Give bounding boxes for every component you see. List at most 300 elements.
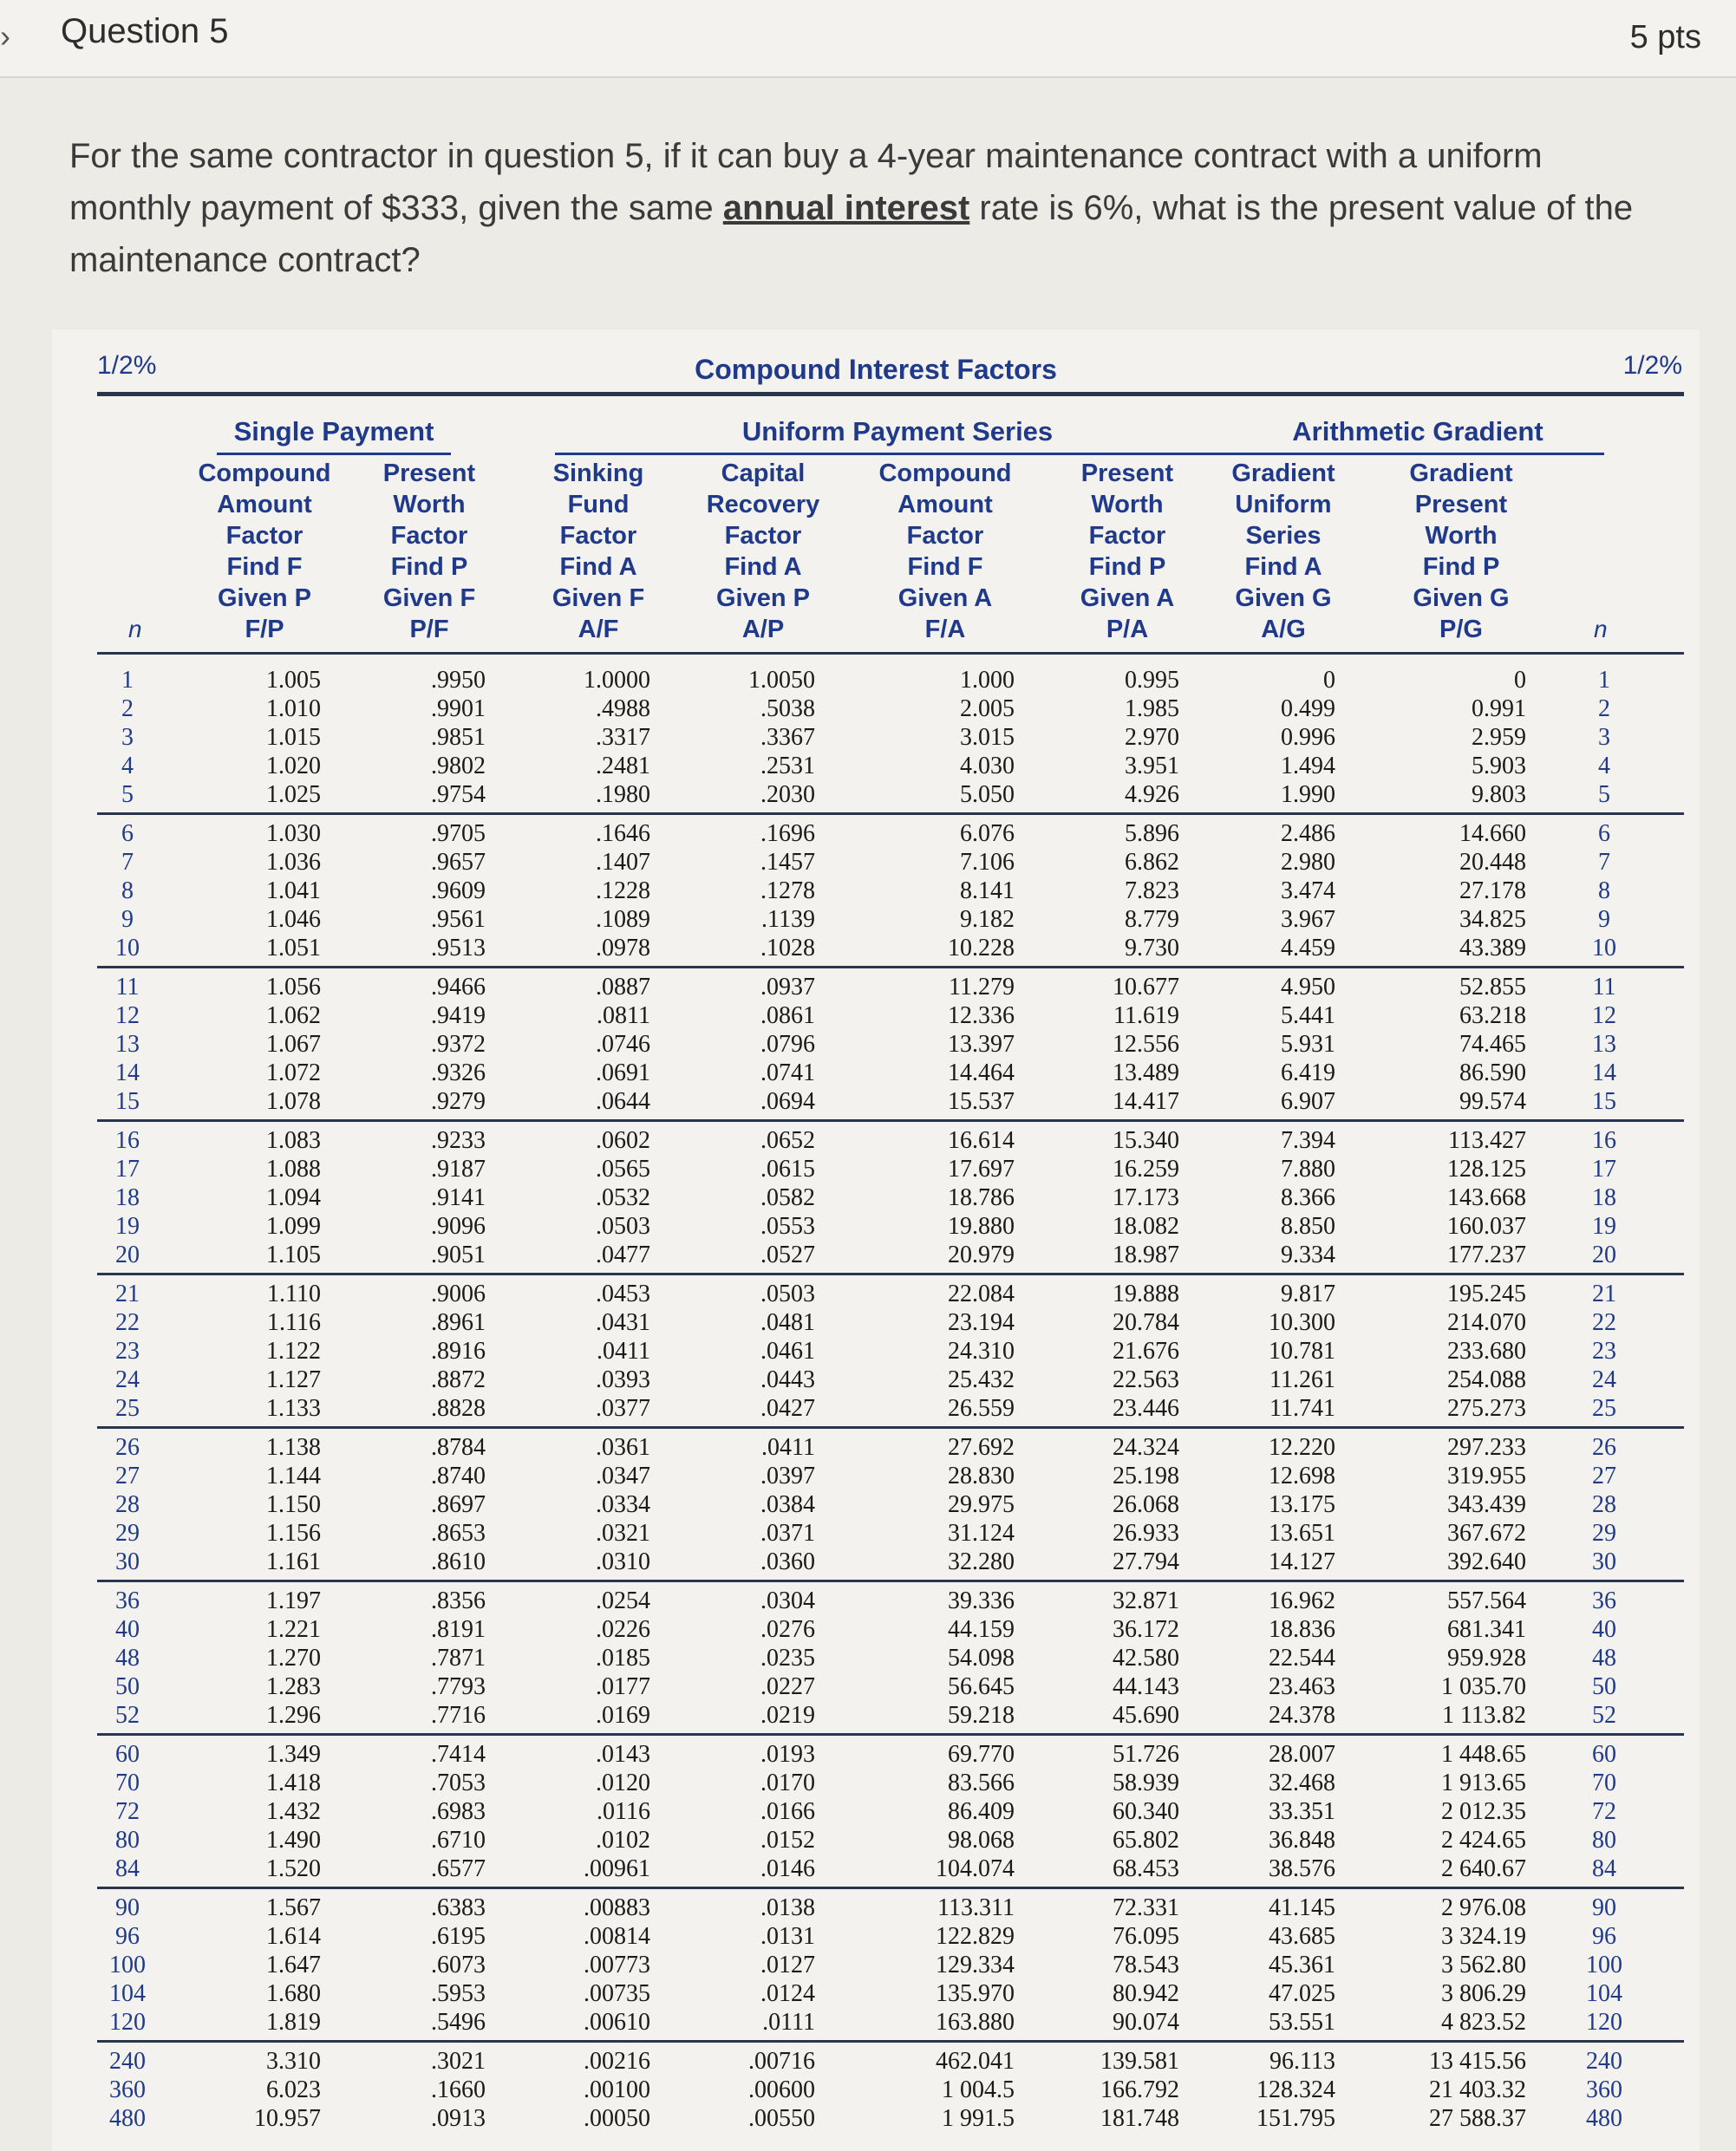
- question-emphasis: annual interest: [722, 189, 970, 227]
- pg-cell: 343.439: [1447, 1491, 1526, 1518]
- fp-cell: 1.078: [266, 1088, 321, 1115]
- ap-cell: .5038: [760, 695, 815, 722]
- n-cell-right: 90: [1592, 1894, 1616, 1921]
- ap-cell: .0553: [760, 1213, 815, 1240]
- fa-cell: 39.336: [948, 1587, 1015, 1614]
- n-cell-left: 480: [109, 2105, 146, 2132]
- ap-cell: .0615: [760, 1156, 815, 1183]
- ap-cell: .0127: [760, 1952, 815, 1978]
- fp-cell: 1.122: [266, 1338, 321, 1365]
- block-rule: [97, 1580, 1684, 1582]
- n-cell-right: 360: [1586, 2076, 1622, 2103]
- af-cell: .1089: [596, 906, 650, 933]
- pf-cell: .8740: [431, 1463, 486, 1489]
- pf-cell: .9705: [431, 820, 486, 847]
- ap-cell: .0124: [760, 1980, 815, 2007]
- ag-cell: 0.499: [1281, 695, 1335, 722]
- pg-cell: 297.233: [1447, 1434, 1526, 1461]
- af-cell: .0393: [596, 1366, 650, 1393]
- af-cell: .00961: [584, 1855, 650, 1882]
- rate-label-left: 1/2%: [97, 351, 157, 380]
- pa-cell: 26.068: [1113, 1491, 1179, 1518]
- fa-cell: 31.124: [948, 1520, 1015, 1547]
- n-cell-left: 1: [121, 667, 134, 694]
- af-cell: .0334: [596, 1491, 650, 1518]
- n-cell-left: 48: [115, 1645, 140, 1672]
- fp-cell: 1.015: [266, 724, 321, 751]
- pa-cell: 19.888: [1113, 1281, 1179, 1307]
- pg-cell: 143.668: [1447, 1184, 1526, 1211]
- ag-cell: 5.441: [1281, 1002, 1335, 1029]
- group-line: [555, 453, 1240, 455]
- ap-cell: .2030: [760, 781, 815, 808]
- question-title: Question 5: [61, 12, 229, 50]
- compound-interest-table: [52, 329, 1700, 2151]
- ag-cell: 36.848: [1269, 1827, 1335, 1854]
- pg-cell: 319.955: [1447, 1463, 1526, 1489]
- n-cell-right: 36: [1592, 1587, 1616, 1614]
- ag-cell: 1.494: [1281, 753, 1335, 779]
- ag-cell: 9.334: [1281, 1242, 1335, 1268]
- pf-cell: .6710: [431, 1827, 486, 1854]
- pf-cell: .8610: [431, 1548, 486, 1575]
- pf-cell: .8356: [431, 1587, 486, 1614]
- ag-cell: 7.880: [1281, 1156, 1335, 1183]
- n-cell-right: 10: [1592, 935, 1616, 961]
- n-cell-left: 5: [121, 781, 134, 808]
- group-uniform-series: Uniform Payment Series: [741, 416, 1054, 446]
- ag-cell: 1.990: [1281, 781, 1335, 808]
- fa-cell: 12.336: [948, 1002, 1015, 1029]
- ap-cell: .0146: [760, 1855, 815, 1882]
- af-cell: .1228: [596, 877, 650, 904]
- pf-cell: .1660: [431, 2076, 486, 2103]
- af-cell: .0361: [596, 1434, 650, 1461]
- ap-cell: .0461: [760, 1338, 815, 1365]
- pf-cell: .9609: [431, 877, 486, 904]
- ag-cell: 3.474: [1281, 877, 1335, 904]
- pa-cell: 0.995: [1125, 667, 1179, 694]
- fa-cell: 26.559: [948, 1395, 1015, 1422]
- af-cell: .0116: [597, 1798, 650, 1825]
- fp-cell: 1.116: [267, 1309, 321, 1336]
- n-cell-right: 1: [1598, 667, 1610, 694]
- pa-cell: 72.331: [1113, 1894, 1179, 1921]
- ap-cell: .0427: [760, 1395, 815, 1422]
- n-cell-left: 50: [115, 1673, 140, 1700]
- n-cell-left: 17: [115, 1156, 140, 1183]
- fa-cell: 3.015: [960, 724, 1015, 751]
- fa-cell: 4.030: [960, 753, 1015, 779]
- n-cell-right: 6: [1598, 820, 1610, 847]
- pa-cell: 22.563: [1113, 1366, 1179, 1393]
- col-head-ag: Gradient Uniform Series Find A Given G A/G: [1231, 460, 1335, 643]
- ag-cell: 6.907: [1281, 1088, 1335, 1115]
- pa-cell: 65.802: [1113, 1827, 1179, 1854]
- pf-cell: .9141: [431, 1184, 486, 1211]
- col-head-ap: Capital Recovery Factor Find A Given P A/P: [706, 460, 820, 643]
- ag-cell: 151.795: [1256, 2105, 1335, 2132]
- af-cell: .0226: [596, 1616, 650, 1643]
- ag-cell: 45.361: [1269, 1952, 1335, 1978]
- pg-cell: 52.855: [1459, 974, 1526, 1001]
- pf-cell: .7053: [431, 1770, 486, 1796]
- ag-cell: 7.394: [1281, 1127, 1335, 1154]
- pg-cell: 5.903: [1472, 753, 1526, 779]
- fa-cell: 11.279: [949, 974, 1015, 1001]
- fa-cell: 83.566: [948, 1770, 1015, 1796]
- pg-cell: 3 562.80: [1441, 1952, 1526, 1978]
- pa-cell: 68.453: [1113, 1855, 1179, 1882]
- n-cell-left: 25: [115, 1395, 140, 1422]
- question-header: [0, 0, 1736, 78]
- pf-cell: .6983: [431, 1798, 486, 1825]
- fp-cell: 1.094: [266, 1184, 321, 1211]
- top-rule: [97, 392, 1684, 396]
- n-cell-right: 2: [1598, 695, 1610, 722]
- pg-cell: 27.178: [1459, 877, 1526, 904]
- pa-cell: 42.580: [1113, 1645, 1179, 1672]
- n-cell-left: 26: [115, 1434, 140, 1461]
- fa-cell: 56.645: [948, 1673, 1015, 1700]
- pa-cell: 17.173: [1113, 1184, 1179, 1211]
- pg-cell: 99.574: [1459, 1088, 1526, 1115]
- ap-cell: .3367: [760, 724, 815, 751]
- n-cell-right: 8: [1598, 877, 1610, 904]
- af-cell: .00883: [584, 1894, 650, 1921]
- pf-cell: .7793: [431, 1673, 486, 1700]
- n-cell-left: 23: [115, 1338, 140, 1365]
- fp-cell: 1.127: [266, 1366, 321, 1393]
- ag-cell: 4.950: [1281, 974, 1335, 1001]
- fp-cell: 1.221: [266, 1616, 321, 1643]
- ag-cell: 2.980: [1281, 849, 1335, 876]
- n-cell-right: 20: [1592, 1242, 1616, 1268]
- pf-cell: .6383: [431, 1894, 486, 1921]
- n-cell-right: 80: [1592, 1827, 1616, 1854]
- pa-cell: 58.939: [1113, 1770, 1179, 1796]
- n-cell-right: 22: [1592, 1309, 1616, 1336]
- pa-cell: 11.619: [1113, 1002, 1179, 1029]
- pa-cell: 32.871: [1113, 1587, 1179, 1614]
- ap-cell: .0861: [760, 1002, 815, 1029]
- block-rule: [97, 966, 1684, 968]
- pf-cell: .9187: [431, 1156, 486, 1183]
- pf-cell: .9561: [431, 906, 486, 933]
- af-cell: .0102: [596, 1827, 650, 1854]
- pa-cell: 6.862: [1125, 849, 1179, 876]
- pf-cell: .8697: [431, 1491, 486, 1518]
- n-cell-left: 16: [115, 1127, 140, 1154]
- n-cell-left: 15: [115, 1088, 140, 1115]
- n-cell-right: 4: [1598, 753, 1610, 779]
- fa-cell: 14.464: [948, 1059, 1015, 1086]
- n-cell-right: 26: [1592, 1434, 1616, 1461]
- n-cell-right: 24: [1592, 1366, 1616, 1393]
- fa-cell: 44.159: [948, 1616, 1015, 1643]
- pf-cell: .9657: [431, 849, 486, 876]
- af-cell: .00100: [584, 2076, 650, 2103]
- pg-cell: 34.825: [1459, 906, 1526, 933]
- pg-cell: 4 823.52: [1441, 2009, 1526, 2036]
- n-cell-right: 9: [1598, 906, 1610, 933]
- pf-cell: .7716: [431, 1702, 486, 1729]
- fp-cell: 1.156: [266, 1520, 321, 1547]
- af-cell: .0811: [597, 1002, 650, 1029]
- af-cell: .0644: [596, 1088, 650, 1115]
- n-cell-left: 28: [115, 1491, 140, 1518]
- pf-cell: .6577: [431, 1855, 486, 1882]
- pa-cell: 181.748: [1100, 2105, 1179, 2132]
- ag-cell: 13.175: [1269, 1491, 1335, 1518]
- pa-cell: 7.823: [1125, 877, 1179, 904]
- pg-cell: 254.088: [1447, 1366, 1526, 1393]
- fa-cell: 122.829: [936, 1923, 1015, 1950]
- pg-cell: 214.070: [1447, 1309, 1526, 1336]
- pa-cell: 24.324: [1113, 1434, 1179, 1461]
- fa-cell: 6.076: [960, 820, 1015, 847]
- pg-cell: 128.125: [1447, 1156, 1526, 1183]
- question-text-before: For the same contractor in question 5, if it can buy a 4-year maintenance contract with a uniform monthly payment of $333, given the same: [69, 137, 1543, 227]
- n-cell-right: 120: [1586, 2009, 1622, 2036]
- n-cell-left: 3: [121, 724, 134, 751]
- af-cell: .0411: [597, 1338, 650, 1365]
- question-points: 5 pts: [1629, 19, 1701, 55]
- n-cell-left: 8: [121, 877, 134, 904]
- pa-cell: 90.074: [1113, 2009, 1179, 2036]
- ap-cell: .0397: [760, 1463, 815, 1489]
- fa-cell: 8.141: [960, 877, 1015, 904]
- ag-cell: 24.378: [1269, 1702, 1335, 1729]
- fp-cell: 1.490: [266, 1827, 321, 1854]
- pa-cell: 16.259: [1113, 1156, 1179, 1183]
- block-rule: [97, 2040, 1684, 2043]
- pg-cell: 2 640.67: [1441, 1855, 1526, 1882]
- pa-cell: 18.082: [1113, 1213, 1179, 1240]
- n-cell-left: 9: [121, 906, 134, 933]
- af-cell: .1646: [596, 820, 650, 847]
- n-cell-left: 84: [115, 1855, 140, 1882]
- fp-cell: 1.105: [266, 1242, 321, 1268]
- ap-cell: .0796: [760, 1031, 815, 1058]
- pa-cell: 8.779: [1125, 906, 1179, 933]
- fa-cell: 7.106: [960, 849, 1015, 876]
- fa-cell: 29.975: [948, 1491, 1015, 1518]
- ag-cell: 96.113: [1269, 2048, 1335, 2075]
- n-cell-left: 4: [121, 753, 134, 779]
- pg-cell: 9.803: [1472, 781, 1526, 808]
- pa-cell: 5.896: [1125, 820, 1179, 847]
- ag-cell: 13.651: [1269, 1520, 1335, 1547]
- pa-cell: 1.985: [1125, 695, 1179, 722]
- n-cell-right: 52: [1592, 1702, 1616, 1729]
- af-cell: .00735: [584, 1980, 650, 2007]
- ag-cell: 12.220: [1269, 1434, 1335, 1461]
- fa-cell: 23.194: [948, 1309, 1015, 1336]
- pa-cell: 78.543: [1113, 1952, 1179, 1978]
- af-cell: .0321: [596, 1520, 650, 1547]
- ap-cell: .0503: [760, 1281, 815, 1307]
- ap-cell: .0131: [760, 1923, 815, 1950]
- fp-cell: 1.099: [266, 1213, 321, 1240]
- n-cell-left: 30: [115, 1548, 140, 1575]
- pf-cell: .7414: [431, 1741, 486, 1768]
- pa-cell: 12.556: [1113, 1031, 1179, 1058]
- n-cell-left: 14: [115, 1059, 140, 1086]
- n-cell-left: 72: [115, 1798, 140, 1825]
- pf-cell: .8872: [431, 1366, 486, 1393]
- ag-cell: 22.544: [1269, 1645, 1335, 1672]
- n-header-left: n: [128, 616, 142, 642]
- n-cell-left: 24: [115, 1366, 140, 1393]
- n-cell-right: 5: [1598, 781, 1610, 808]
- ap-cell: .00550: [748, 2105, 815, 2132]
- n-cell-left: 52: [115, 1702, 140, 1729]
- ag-cell: 14.127: [1269, 1548, 1335, 1575]
- fa-cell: 129.334: [936, 1952, 1015, 1978]
- fa-cell: 86.409: [948, 1798, 1015, 1825]
- n-cell-right: 40: [1592, 1616, 1616, 1643]
- table-title: Compound Interest Factors: [695, 354, 1057, 385]
- fp-cell: 1.161: [266, 1548, 321, 1575]
- fp-cell: 1.270: [266, 1645, 321, 1672]
- n-cell-left: 360: [109, 2076, 146, 2103]
- block-rule: [97, 1887, 1684, 1889]
- fa-cell: 163.880: [936, 2009, 1015, 2036]
- ap-cell: .0527: [760, 1242, 815, 1268]
- af-cell: .0978: [596, 935, 650, 961]
- pf-cell: .9513: [431, 935, 486, 961]
- ap-cell: .00716: [748, 2048, 815, 2075]
- pa-cell: 9.730: [1125, 935, 1179, 961]
- fa-cell: 1 991.5: [942, 2105, 1015, 2132]
- pg-cell: 0: [1514, 667, 1526, 694]
- pf-cell: .3021: [431, 2048, 486, 2075]
- pg-cell: 557.564: [1447, 1587, 1526, 1614]
- fa-cell: 1.000: [960, 667, 1015, 694]
- pg-cell: 2.959: [1472, 724, 1526, 751]
- fp-cell: 1.110: [267, 1281, 321, 1307]
- rate-label-right: 1/2%: [1622, 351, 1682, 380]
- pg-cell: 14.660: [1459, 820, 1526, 847]
- ag-cell: 23.463: [1269, 1673, 1335, 1700]
- pf-cell: .0913: [431, 2105, 486, 2132]
- n-cell-right: 29: [1592, 1520, 1616, 1547]
- n-cell-right: 11: [1592, 974, 1616, 1001]
- ap-cell: .1457: [760, 849, 815, 876]
- af-cell: .3317: [596, 724, 650, 751]
- fa-cell: 1 004.5: [942, 2076, 1015, 2103]
- ap-cell: .0152: [760, 1827, 815, 1854]
- fa-cell: 18.786: [948, 1184, 1015, 1211]
- chevron-right-icon[interactable]: ›: [0, 18, 10, 54]
- pg-cell: 233.680: [1447, 1338, 1526, 1365]
- ag-cell: 11.261: [1269, 1366, 1335, 1393]
- pa-cell: 15.340: [1113, 1127, 1179, 1154]
- ag-cell: 11.741: [1269, 1395, 1335, 1422]
- fp-cell: 1.819: [266, 2009, 321, 2036]
- fp-cell: 1.133: [266, 1395, 321, 1422]
- ap-cell: .0937: [760, 974, 815, 1001]
- col-head-fp: Compound Amount Factor Find F Given P F/P: [198, 460, 331, 643]
- pf-cell: .9950: [431, 667, 486, 694]
- col-head-af: Sinking Fund Factor Find A Given F A/F: [551, 460, 645, 643]
- af-cell: .00773: [584, 1952, 650, 1978]
- fp-cell: 1.005: [266, 667, 321, 694]
- pf-cell: .9233: [431, 1127, 486, 1154]
- n-cell-right: 72: [1592, 1798, 1616, 1825]
- ap-cell: .0582: [760, 1184, 815, 1211]
- n-cell-left: 6: [121, 820, 134, 847]
- n-cell-right: 25: [1592, 1395, 1616, 1422]
- n-cell-right: 17: [1592, 1156, 1616, 1183]
- fp-cell: 1.051: [266, 935, 321, 961]
- pg-cell: 959.928: [1447, 1645, 1526, 1672]
- ag-cell: 5.931: [1281, 1031, 1335, 1058]
- fa-cell: 24.310: [948, 1338, 1015, 1365]
- n-cell-right: 96: [1592, 1923, 1616, 1950]
- n-cell-left: 40: [115, 1616, 140, 1643]
- fa-cell: 98.068: [948, 1827, 1015, 1854]
- n-cell-right: 13: [1592, 1031, 1616, 1058]
- pa-cell: 3.951: [1125, 753, 1179, 779]
- fa-cell: 19.880: [948, 1213, 1015, 1240]
- fp-cell: 1.020: [266, 753, 321, 779]
- ag-cell: 128.324: [1256, 2076, 1335, 2103]
- af-cell: .0377: [596, 1395, 650, 1422]
- ag-cell: 28.007: [1269, 1741, 1335, 1768]
- ap-cell: 1.0050: [748, 667, 815, 694]
- block-rule: [97, 1119, 1684, 1122]
- fa-cell: 25.432: [948, 1366, 1015, 1393]
- af-cell: .0532: [596, 1184, 650, 1211]
- ap-cell: .0170: [760, 1770, 815, 1796]
- fa-cell: 9.182: [960, 906, 1015, 933]
- n-cell-right: 48: [1592, 1645, 1616, 1672]
- pg-cell: 2 012.35: [1441, 1798, 1526, 1825]
- ag-cell: 16.962: [1269, 1587, 1335, 1614]
- fa-cell: 54.098: [948, 1645, 1015, 1672]
- pg-cell: 3 806.29: [1441, 1980, 1526, 2007]
- ap-cell: .0227: [760, 1673, 815, 1700]
- pf-cell: .6073: [431, 1952, 486, 1978]
- ag-cell: 47.025: [1269, 1980, 1335, 2007]
- ap-cell: .0235: [760, 1645, 815, 1672]
- fp-cell: 1.046: [266, 906, 321, 933]
- fa-cell: 104.074: [936, 1855, 1015, 1882]
- fa-cell: 32.280: [948, 1548, 1015, 1575]
- group-arithmetic-gradient: Arithmetic Gradient: [1292, 416, 1543, 446]
- fa-cell: 16.614: [948, 1127, 1015, 1154]
- ap-cell: .0111: [762, 2009, 815, 2036]
- n-cell-right: 19: [1592, 1213, 1616, 1240]
- n-cell-left: 240: [109, 2048, 146, 2075]
- pf-cell: .9096: [431, 1213, 486, 1240]
- fa-cell: 22.084: [948, 1281, 1015, 1307]
- ap-cell: .0219: [760, 1702, 815, 1729]
- n-cell-right: 12: [1592, 1002, 1616, 1029]
- group-line: [217, 453, 451, 455]
- n-cell-right: 15: [1592, 1088, 1616, 1115]
- n-cell-left: 104: [109, 1980, 146, 2007]
- pa-cell: 14.417: [1113, 1088, 1179, 1115]
- ag-cell: 6.419: [1281, 1059, 1335, 1086]
- af-cell: .4988: [596, 695, 650, 722]
- block-rule: [97, 812, 1684, 815]
- pf-cell: .5953: [431, 1980, 486, 2007]
- fa-cell: 113.311: [937, 1894, 1015, 1921]
- fp-cell: 1.197: [266, 1587, 321, 1614]
